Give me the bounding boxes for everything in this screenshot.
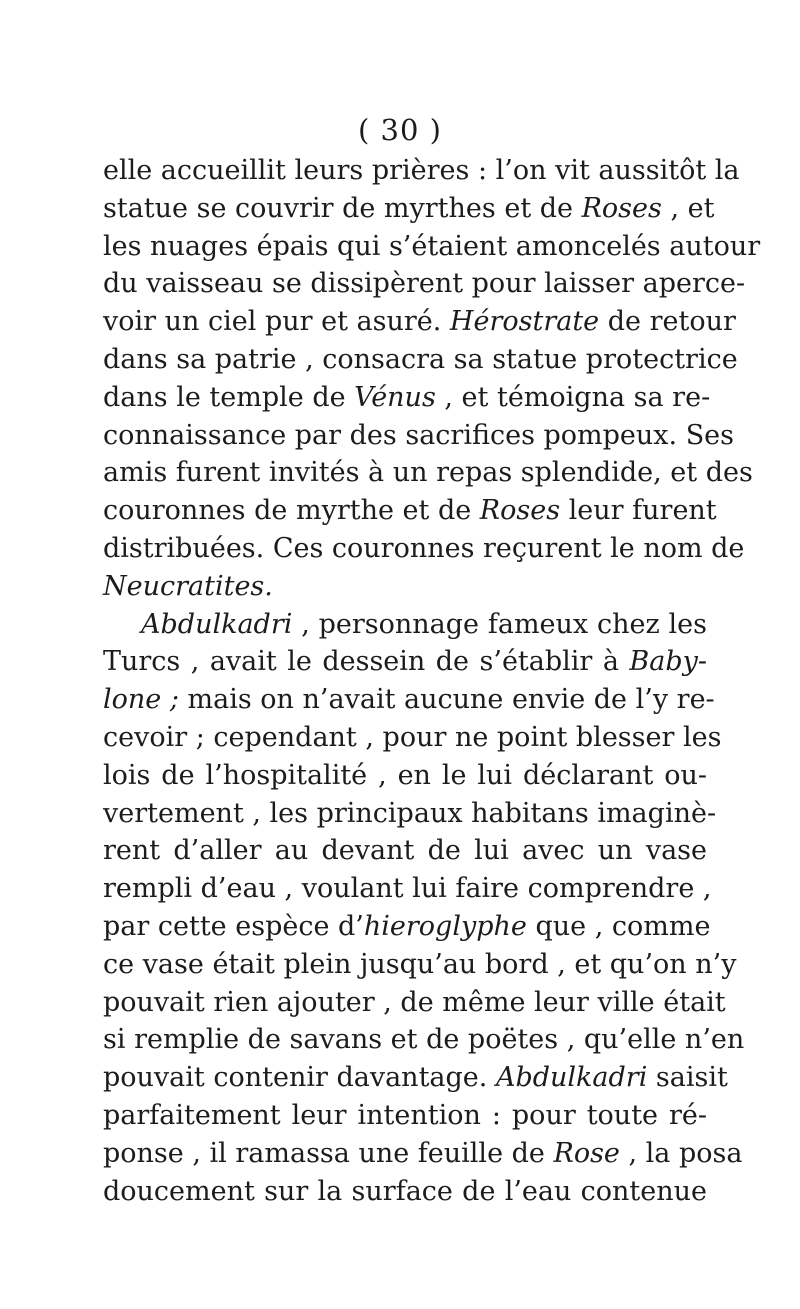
text-line (103, 1021, 745, 1059)
text-segment: ponse , il ramassa une feuille de (103, 1137, 554, 1169)
text-segment: leur furent (560, 495, 717, 527)
text-segment: dans le temple de (103, 381, 355, 413)
text-segment: couronnes de myrthe et de (103, 495, 480, 527)
text-segment: cevoir ; cependant , pour ne point blesser les (103, 721, 722, 753)
text-segment: si remplie de savans et de poëtes , qu’elle n’en (103, 1024, 745, 1056)
italic-word: Roses (479, 495, 561, 527)
text-segment: saisit (647, 1062, 728, 1094)
text-line (103, 568, 707, 606)
text-line (103, 152, 740, 190)
text-segment: parfaitement leur intention : pour toute ré- (103, 1099, 707, 1131)
text-segment: vertement , les principaux habitans imaginè- (103, 797, 717, 829)
text-segment: Turcs , avait le dessein de s’établir à (103, 646, 630, 678)
text-segment: connaissance par des sacrifices pompeux. Ses (103, 419, 735, 451)
text-line (103, 1097, 707, 1135)
italic-word: hieroglyphe (363, 910, 527, 942)
text-segment: mais on n’avait aucune envie de l’y re- (178, 684, 715, 716)
text-segment: lois de l’hospitalité , en le lui déclarant ou- (103, 759, 707, 791)
text-line (103, 795, 717, 833)
text-line (103, 643, 707, 681)
text-line (103, 719, 722, 757)
text-line (103, 984, 726, 1022)
text-segment: , et (661, 192, 715, 224)
italic-word: Roses (581, 192, 662, 224)
text-segment: statue se couvrir de myrthes et de (103, 192, 582, 224)
text-line (103, 190, 715, 228)
text-line (103, 228, 761, 266)
text-line (103, 417, 735, 455)
text-line (103, 265, 746, 303)
italic-word: Abdulkadri (141, 608, 293, 640)
text-segment: , personnage fameux chez les (292, 608, 707, 640)
text-segment: par cette espèce d’ (103, 910, 364, 942)
text-line (103, 832, 707, 870)
text-segment: pouvait rien ajouter , de même leur ville était (103, 986, 726, 1018)
text-line (103, 681, 715, 719)
text-segment: les nuages épais qui s’étaient amoncelés autour (103, 230, 761, 262)
text-segment: doucement sur la surface de l’eau contenue (103, 1175, 707, 1207)
italic-word: Neucratites. (103, 570, 273, 602)
page-number: ( 30 ) (358, 113, 442, 147)
body-text (103, 152, 761, 1210)
text-segment: ce vase était plein jusqu’au bord , et qu’on n’y (103, 948, 737, 980)
text-line (103, 1059, 728, 1097)
text-segment: , et témoigna sa re- (435, 381, 711, 413)
text-line (103, 1135, 743, 1173)
text-line (103, 379, 711, 417)
text-line (103, 606, 707, 644)
text-segment: elle accueillit leurs prières : l’on vit aussitôt la (103, 155, 740, 186)
text-line (103, 341, 738, 379)
text-segment: distribuées. Ces couronnes reçurent le nom de (103, 532, 745, 564)
text-line (103, 908, 711, 946)
italic-word: Rose (553, 1137, 620, 1169)
text-segment: que , comme (526, 910, 711, 942)
italic-word: lone ; (103, 684, 179, 716)
text-segment: rent d’aller au devant de lui avec un vase (103, 835, 707, 867)
text-line (103, 757, 707, 795)
text-segment: , la posa (619, 1137, 743, 1169)
italic-word: Baby- (629, 646, 707, 678)
text-line (103, 946, 737, 984)
text-line (103, 1173, 707, 1211)
text-line (103, 530, 745, 568)
text-segment: pouvait contenir davantage. (103, 1062, 496, 1094)
text-segment: de retour (599, 306, 736, 338)
text-segment: voir un ciel pur et asuré. (103, 306, 450, 338)
text-line (103, 492, 717, 530)
italic-word: Abdulkadri (495, 1062, 648, 1094)
text-line (103, 454, 753, 492)
text-line (103, 870, 712, 908)
text-segment: rempli d’eau , voulant lui faire comprendre , (103, 873, 712, 905)
italic-word: Hérostrate (449, 306, 600, 338)
text-segment: amis furent invités à un repas splendide, et des (103, 457, 753, 489)
text-segment: du vaisseau se dissipèrent pour laisser aperce- (103, 268, 746, 300)
italic-word: Vénus (354, 381, 436, 413)
text-line (103, 303, 736, 341)
text-segment: dans sa patrie , consacra sa statue protectrice (103, 343, 738, 375)
